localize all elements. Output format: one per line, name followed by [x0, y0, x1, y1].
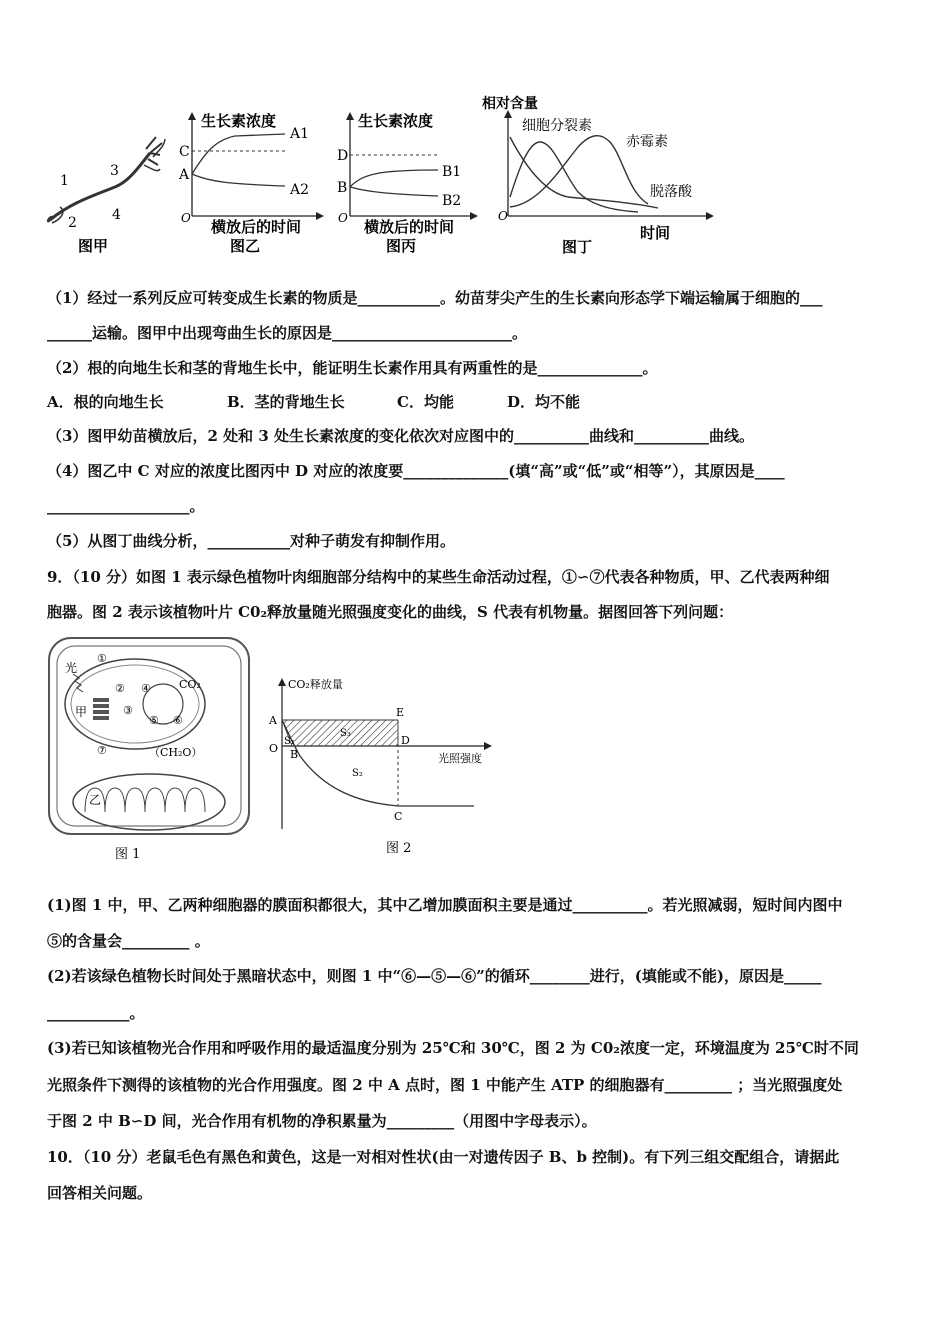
yi-point-c: C	[179, 144, 190, 160]
q8-option-b: B．茎的背地生长	[227, 393, 345, 411]
cell-num-1: ①	[97, 652, 107, 665]
bing-point-d: D	[337, 148, 349, 164]
yi-ylabel: 生长素浓度	[201, 112, 277, 130]
bing-point-b: B	[337, 180, 348, 196]
cell-label-jia: 甲	[75, 705, 88, 719]
figure-bing	[328, 108, 478, 260]
ding-caption: 图丁	[562, 238, 593, 256]
q9-sub3-line1: (3)若已知该植物光合作用和呼吸作用的最适温度分别为 25℃和 30℃，图 2 为 C0₂浓度一定，环境温度为 25℃时不同	[47, 1039, 859, 1057]
cell-wall	[49, 638, 249, 834]
bing-origin: O	[338, 211, 348, 225]
ding-label-gibberellin: 赤霉素	[626, 134, 668, 150]
q8-part4-line2: ___________________。	[47, 497, 205, 515]
q8-option-d: D．均不能	[507, 393, 581, 411]
bing-curve-b1	[350, 170, 438, 187]
bing-curve-label-b2: B2	[442, 193, 462, 209]
yi-caption: 图乙	[230, 237, 261, 255]
q8-part2: （2）根的向地生长和茎的背地生长中，能证明生长素作用具有两重性的是______________。	[47, 359, 658, 377]
q8-part1-line1: （1）经过一系列反应可转变成生长素的物质是___________。幼苗芽尖产生的生长素向形态学下端运输属于细胞的___	[47, 289, 823, 307]
figure2-caption: 图 2	[386, 841, 412, 856]
bing-caption: 图丙	[386, 237, 417, 255]
co2-point-d: D	[401, 734, 410, 747]
co2-point-c: C	[394, 810, 403, 823]
q8-options	[47, 392, 580, 412]
ding-ylabel: 相对含量	[482, 96, 538, 112]
q9-sub2-line2: ___________。	[47, 1004, 145, 1022]
jia-caption: 图甲	[78, 237, 109, 255]
q8-part5: （5）从图丁曲线分析，___________对种子萌发有抑制作用。	[47, 532, 455, 550]
ding-label-cytokinin: 细胞分裂素	[522, 118, 592, 134]
cell-num-7: ⑦	[97, 744, 107, 757]
co2-area-s2: S₂	[352, 768, 363, 779]
q8-part1-line2: ______运输。图甲中出现弯曲生长的原因是________________________。	[47, 324, 528, 342]
yi-curve-a2	[192, 174, 285, 186]
cell-label-yi: 乙	[89, 793, 102, 807]
co2-point-a: A	[269, 714, 277, 727]
yi-curve-label-a2: A2	[290, 182, 310, 198]
q9-intro-line2: 胞器。图 2 表示该植物叶片 C0₂释放量随光照强度变化的曲线，S 代表有机物量。据图回答下列问题：	[47, 603, 734, 621]
co2-area-s3: S₃	[340, 728, 351, 739]
q9-intro-line1: 9．（10 分）如图 1 表示绿色植物叶肉细胞部分结构中的某些生命活动过程，①∽⑦代表各种物质，甲、乙代表两种细	[47, 568, 830, 586]
ding-label-abscisic: 脱落酸	[650, 184, 692, 200]
q10-intro-line2: 回答相关问题。	[47, 1184, 153, 1202]
q9-sub2-line1: (2)若该绿色植物长时间处于黑暗状态中，则图 1 中“⑥—⑤—⑥”的循环________进行，(填能或不能)，原因是_____	[47, 967, 822, 985]
cell-label-co2: CO₂	[179, 678, 201, 691]
cell-num-6: ⑥	[173, 714, 183, 727]
q8-option-c: C．均能	[397, 393, 454, 411]
yi-xlabel: 横放后的时间	[211, 218, 302, 236]
jia-label-1: 1	[60, 173, 69, 189]
figure-cell	[45, 632, 255, 864]
q8-option-a: A．根的向地生长	[47, 393, 164, 411]
co2-point-e: E	[396, 706, 405, 719]
co2-point-b: B	[290, 748, 299, 761]
cell-num-3: ③	[123, 704, 133, 717]
q8-part4-line1: （4）图乙中 C 对应的浓度比图丙中 D 对应的浓度要______________(填“高”或“低”或“相等”），其原因是____	[47, 462, 785, 480]
co2-ylabel: CO₂释放量	[288, 678, 343, 691]
jia-label-2: 2	[68, 215, 77, 231]
cell-label-light: 光	[65, 661, 78, 675]
bing-curve-b2	[350, 187, 438, 196]
q8-part3: （3）图甲幼苗横放后，2 处和 3 处生长素浓度的变化依次对应图中的__________曲线和__________曲线。	[47, 427, 754, 445]
ding-origin: O	[498, 209, 508, 223]
ding-xlabel: 时间	[640, 224, 671, 242]
jia-label-4: 4	[112, 207, 121, 223]
q9-sub1-line1: (1)图 1 中，甲、乙两种细胞器的膜面积都很大，其中乙增加膜面积主要是通过__________。若光照减弱，短时间内图中	[47, 896, 843, 914]
figure-jia	[40, 125, 180, 260]
figure-ding	[478, 92, 718, 260]
bing-curve-label-b1: B1	[442, 164, 462, 180]
co2-xlabel: 光照强度	[438, 752, 482, 765]
yi-origin: O	[181, 211, 191, 225]
cell-num-2: ②	[115, 682, 125, 695]
cell-num-5: ⑤	[149, 714, 159, 727]
yi-curve-a1	[192, 134, 285, 174]
jia-label-3: 3	[110, 163, 119, 179]
yi-curve-label-a1: A1	[290, 126, 310, 142]
q10-intro-line1: 10．（10 分）老鼠毛色有黑色和黄色，这是一对相对性状(由一对遗传因子 B、b 控制)。有下列三组交配组合，请据此	[47, 1148, 840, 1166]
q9-sub3-line2: 光照条件下测得的该植物的光合作用强度。图 2 中 A 点时，图 1 中能产生 ATP 的细胞器有_________ ；当光照强度处	[47, 1076, 843, 1094]
co2-area-s1: S₁	[284, 736, 295, 747]
bing-xlabel: 横放后的时间	[364, 218, 455, 236]
figure-yi	[175, 108, 325, 260]
figure1-caption: 图 1	[115, 847, 141, 862]
chloroplast-jia	[65, 659, 205, 749]
q9-sub1-line2: ⑤的含量会_________ 。	[47, 932, 210, 950]
q9-sub3-line3: 于图 2 中 B∽D 间，光合作用有机物的净积累量为_________（用图中字母表示）。	[47, 1112, 597, 1130]
cell-num-4: ④	[141, 682, 151, 695]
bing-ylabel: 生长素浓度	[358, 112, 434, 130]
co2-point-o: O	[269, 742, 279, 755]
figure-co2-curve	[262, 674, 492, 864]
cell-label-ch2o: （CH₂O）	[149, 746, 203, 759]
yi-point-a: A	[179, 167, 190, 183]
